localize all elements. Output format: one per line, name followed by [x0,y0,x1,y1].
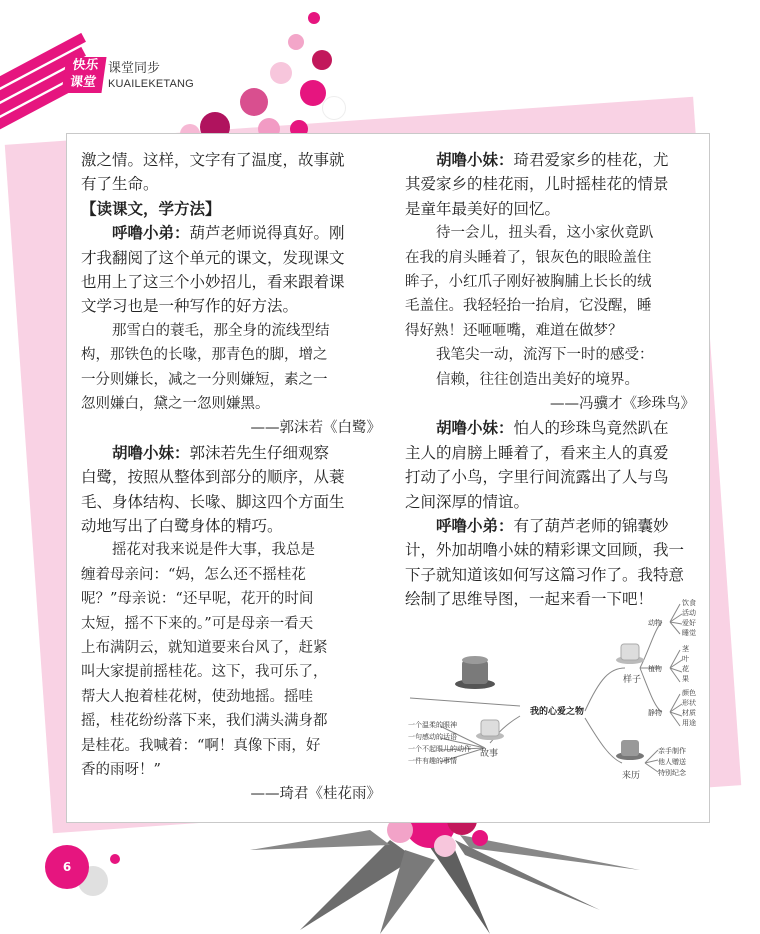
text-line: 得好熟！还咂咂嘴，难道在做梦？ [405,322,623,339]
speaker-name: 胡噜小妹： [436,151,514,169]
speaker-text: 有了葫芦老师的锦囊妙 [513,517,669,535]
decor-dot [308,12,320,24]
text-line: 信赖，往往创造出美好的境界。 [436,371,639,388]
text-line: 白鹭，按照从整体到部分的顺序，从蓑 [81,468,345,487]
mind-map-sub-jingwu: 静物 [648,709,662,717]
text-line: 叫大家提前摇桂花。这下，我可乐了， [81,664,328,681]
text-line: 是桂花。我喊着：“啊！真像下雨，好 [81,737,321,754]
text-line: 太短，摇不下来的。”可是母亲一看天 [81,615,314,632]
mind-map-sub-zhiwu: 植物 [648,665,662,673]
mind-map-item: 材质 [682,709,696,717]
mind-map-branch-gushi: 故事 [480,749,499,759]
text-line: 摇，桂花纷纷落下来，我们满头满身都 [81,713,328,730]
text-line: ——冯骥才《珍珠鸟》 [550,396,695,412]
text-line: 打动了小鸟，字里行间流露出了人与鸟 [405,468,669,487]
text-line: 也用上了这三个小妙招儿，看来跟着课 [81,273,345,291]
mind-map [400,598,700,808]
mind-map-item: 亲手制作 [658,747,686,755]
text-line: 绘制了思维导图，一起来看一下吧！ [405,590,654,609]
text-line: 动地写出了白鹭身体的精巧。 [81,517,283,535]
mind-map-item: 花 [682,665,689,673]
speaker-text: 怕人的珍珠鸟竟然趴在 [513,419,669,438]
text-line: 缠着母亲问：“妈，怎么还不摇桂花 [81,566,306,583]
mind-map-item: 一个不起眼儿的动作 [408,745,471,753]
text-line: 构，那铁色的长喙，那青色的脚，增之 [81,347,328,364]
text-line [112,441,329,463]
text-line: 在我的肩头睡着了，银灰色的眼睑盖住 [405,249,652,266]
speaker-text: 郭沫若先生仔细观察 [189,443,330,462]
text-line: 香的雨呀！” [81,762,161,778]
text-line: 上布满阴云，就知道要来台风了，赶紧 [81,640,328,656]
text-line [436,514,669,536]
text-line: ——琦君《桂花雨》 [250,786,381,803]
text-line: 待一会儿，扭头看，这小家伙竟趴 [436,225,654,242]
text-line: 下子就知道该如何写这篇习作了。我特意 [405,565,685,584]
text-line: 是童年最美好的回忆。 [405,199,561,218]
text-line: 其爱家乡的桂花雨，儿时摇桂花的情景 [405,175,669,194]
mind-map-item: 颜色 [682,689,696,697]
mind-map-item: 一件有趣的事情 [408,757,457,765]
mind-map-item: 形状 [682,699,696,707]
mind-map-item: 用途 [682,719,696,727]
section-title: 课堂同步 [108,61,161,76]
mind-map-branch-laili: 来历 [622,771,641,781]
decor-dot [240,88,268,116]
section-subtitle: KUAILEKETANG [108,78,194,90]
decor-dot [288,34,304,50]
mind-map-lines [400,598,700,808]
text-line: 毛、身体结构、长喙、脚这四个方面生 [81,492,345,511]
text-line: ——郭沫若《白鹭》 [250,420,381,437]
text-line: 毛盖住。我轻轻抬一抬肩，它没醒，睡 [405,298,652,315]
text-line: 有了生命。 [81,175,159,194]
text-line [436,416,669,438]
brand-badge [61,57,106,93]
decor-dot [312,50,332,70]
mind-map-item: 茎 [682,645,689,653]
text-line: 帮大人抱着桂花树，使劲地摇。摇哇 [81,688,313,705]
text-line: 主人的肩膀上睡着了，看来主人的真爱 [405,443,669,462]
text-line: 忽则嫌白，黛之一忽则嫌黑。 [81,396,270,412]
mind-map-item: 睡觉 [682,629,696,637]
decor-dot [322,96,346,120]
badge-line: 课堂 [68,75,97,90]
text-line: 之间深厚的情谊。 [405,492,530,511]
decor-dot [110,854,120,864]
speaker-text: 琦君爱家乡的桂花，尤 [513,151,669,169]
text-line: 激之情。这样，文字有了温度，故事就 [81,151,345,169]
badge-line: 快乐 [71,58,100,73]
mind-map-item: 一个温柔的眼神 [408,721,457,729]
mind-map-item: 一句感动的话语 [408,733,457,741]
mind-map-item: 果 [682,675,689,683]
speaker-name: 呼噜小弟： [436,517,514,535]
speaker-text: 葫芦老师说得真好。刚 [189,224,345,243]
text-line: 文学习也是一种写作的好方法。 [81,297,299,316]
mind-map-sub-dongwu: 动物 [648,619,662,627]
text-line [112,221,345,243]
speaker-name: 呼噜小弟： [112,224,190,243]
text-line: 那雪白的蓑毛，那全身的流线型结 [112,322,330,339]
mind-map-item: 活动 [682,609,696,617]
decor-dot [270,62,292,84]
mind-map-item: 特别纪念 [658,769,686,777]
mind-map-item: 他人赠送 [658,758,686,766]
text-line [436,148,669,170]
text-line: 一分则嫌长，减之一分则嫌短，素之一 [81,371,328,388]
mind-map-item: 饮食 [682,599,696,607]
text-line: 【读课文，学方法】 [81,199,221,218]
speaker-name: 胡噜小妹： [436,419,514,438]
text-line: 我笔尖一动，流泻下一时的感受： [436,347,654,364]
page-number: 6 [45,845,89,889]
text-line: 计，外加胡噜小妹的精彩课文回顾，我一 [405,541,685,560]
text-line: 眸子，小红爪子刚好被胸脯上长长的绒 [405,274,652,290]
mind-map-item: 爱好 [682,619,696,627]
speaker-name: 胡噜小妹： [112,443,190,462]
mind-map-item: 叶 [682,655,689,663]
text-line: 呢？”母亲说：“还早呢，花开的时间 [81,591,314,608]
mind-map-center: 我的心爱之物 [530,707,585,717]
mind-map-branch-yangzi: 样子 [623,675,642,685]
text-line: 才我翻阅了这个单元的课文，发现课文 [81,248,345,267]
text-line: 摇花对我来说是件大事，我总是 [112,542,315,559]
